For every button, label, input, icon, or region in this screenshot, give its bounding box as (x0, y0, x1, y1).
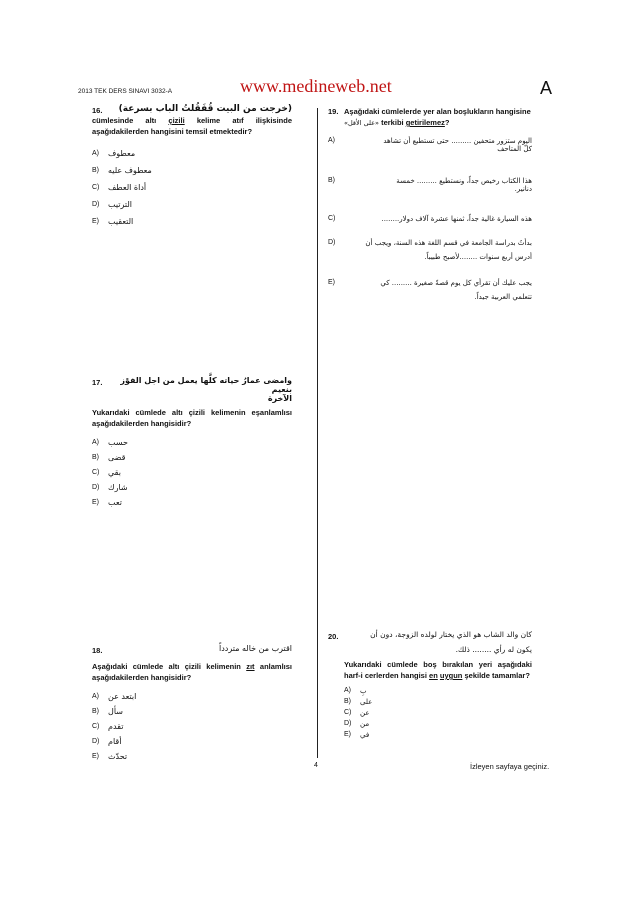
option-d[interactable]: D) الترتيب (92, 200, 132, 209)
options (92, 689, 292, 764)
option-e[interactable]: E) يجب عليك أن تقرأي كل يوم قصةً صغيرة ......... كي تتعلمي العربية جيداً. (328, 279, 532, 301)
booklet-version: A (540, 78, 553, 98)
option-d[interactable]: D) أقام (92, 737, 122, 746)
option-b[interactable]: B) قضى (92, 453, 126, 462)
question-18 (92, 644, 292, 764)
option-d[interactable]: D) بدأتُ بدراسة الجامعة في قسم اللغة هذه السنة، ويجب أن أدرس أربع سنوات ........لأصبح طبيباً. (328, 239, 532, 261)
column-divider (317, 108, 318, 758)
question-text: cümlesinde altı çizili kelime atıf ilişkisinde aşağıdakilerden hangisini temsil etmektedir? (92, 116, 292, 136)
question-arabic-line2: يكون له رأي ........ ذلك. (455, 645, 532, 654)
question-number: 20. (328, 632, 339, 641)
option-e[interactable]: E) تعب (92, 498, 122, 507)
question-arabic: (خرجت من البيت قُفَقُلتُ الباب بسرعة) (118, 104, 292, 114)
options (328, 685, 532, 740)
option-b[interactable]: B) هذا الكتاب رخيص جداً، ونستطيع ......... خمسة دنانير. (328, 177, 532, 193)
question-number: 19. (328, 107, 339, 116)
option-e[interactable]: E) تحدّث (92, 752, 128, 761)
option-b[interactable]: B) سأل (92, 707, 123, 716)
option-a[interactable]: A) حسب (92, 438, 128, 447)
question-arabic: كان والد الشاب هو الذي يختار لولده الزوجة، دون أن (370, 630, 532, 639)
option-d[interactable]: D) من (344, 719, 370, 728)
question-number: 18. (92, 646, 103, 655)
option-a[interactable]: A) بِ (344, 686, 367, 695)
option-c[interactable]: C) أداة العطف (92, 183, 147, 192)
question-text: Aşağıdaki cümlede altı çizili kelimenin zıt anlamlısı aşağıdakilerden hangisidir? (92, 662, 292, 682)
option-a[interactable]: A) ابتعد عن (92, 692, 137, 701)
question-20 (328, 630, 532, 740)
option-a[interactable]: A) معطوف (92, 149, 136, 158)
question-19 (328, 106, 532, 317)
question-arabic: اقترب من خاله متردداً (219, 644, 292, 653)
question-text: Yukarıdaki cümlede altı çizili kelimenin eşanlamlısı aşağıdakilerden hangisidir? (92, 408, 292, 428)
option-e[interactable]: E) في (344, 730, 370, 739)
question-text: Yukarıdaki cümlede boş bırakılan yeri aşağıdaki harf-i cerlerden hangisi en uygun şekilde tamamlar? (344, 660, 532, 680)
question-16 (92, 104, 292, 230)
options (92, 145, 292, 230)
question-text: Aşağıdaki cümlelerde yer alan boşlukların hangisine «على الأقل» terkibi getirilemez? (344, 107, 531, 127)
options (328, 137, 532, 317)
question-arabic: وامضى عمارُ حياته كلَّها يعمل من اجل الفوْز بنعيم (120, 376, 292, 394)
option-c[interactable]: C) عن (344, 708, 370, 717)
site-url: www.medineweb.net (240, 76, 392, 96)
option-c[interactable]: C) هذه السيارة غالية جداً، ثمنها عشرة آلاف دولار........ (328, 215, 532, 223)
option-b[interactable]: B) على (344, 697, 373, 706)
option-e[interactable]: E) التعقيب (92, 217, 134, 226)
exam-code: 2013 TEK DERS SINAVI 3032-A (78, 88, 173, 95)
option-c[interactable]: C) بقي (92, 468, 121, 477)
question-number: 17. (92, 378, 103, 387)
option-b[interactable]: B) معطوف عليه (92, 166, 152, 175)
option-c[interactable]: C) تقدم (92, 722, 124, 731)
question-number: 16. (92, 106, 103, 115)
question-arabic-line2: الآخرة (267, 394, 292, 403)
question-17 (92, 376, 292, 510)
options (92, 435, 292, 510)
next-page-note: İzleyen sayfaya geçiniz. (470, 762, 550, 771)
page-number: 4 (314, 762, 318, 769)
option-a[interactable]: A) اليوم ستزور متحفين ......... حتى تستطيع أن تشاهد كلّ المتاحف (328, 137, 532, 153)
option-d[interactable]: D) شارك (92, 483, 128, 492)
